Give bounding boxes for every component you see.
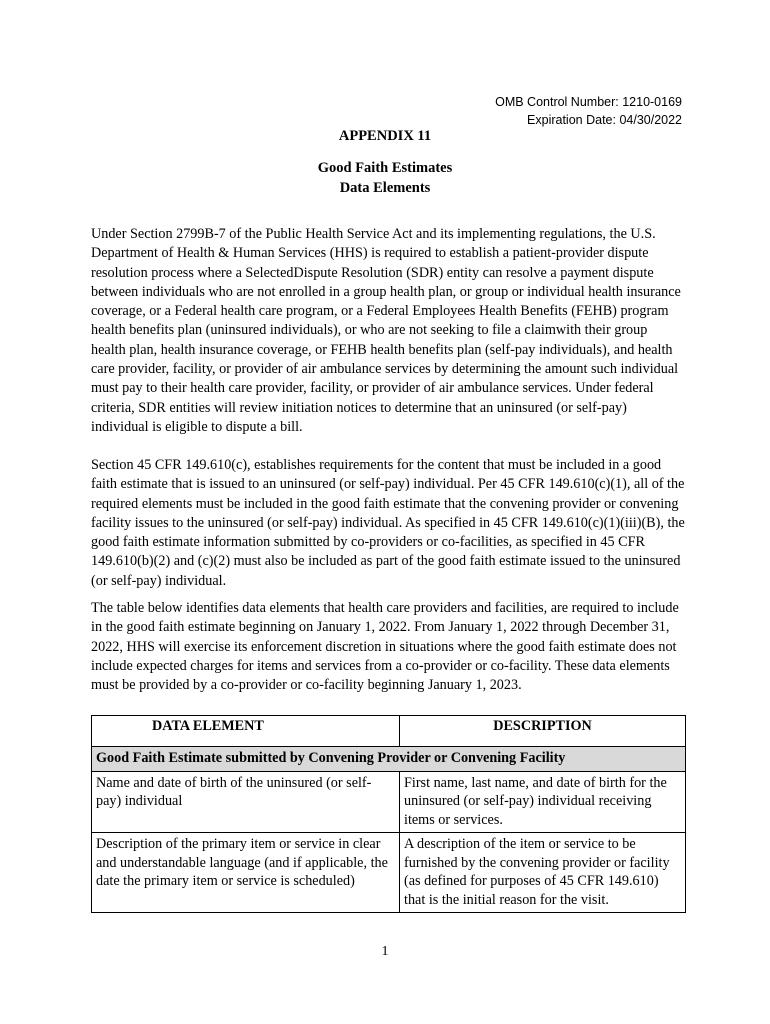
appendix-heading: APPENDIX 11: [338, 128, 432, 144]
paragraph-cfr-requirements: Section 45 CFR 149.610(c), establishes requirements for the content that must be included in a good faith estimate that is issued to an uninsured (or self-pay) individual. Per 45 CFR 149.610(c)(1), all of the required elements must be included in the good faith estimate that the convening provider or convening facility issues to the uninsured (or self-pay) individual. As specified in 45 CFR 149.610(c)(1)(iii)(B), the good faith estimate information submitted by co-providers or co-facilities, as specified in 45 CFR 149.610(b)(2) and (c)(2) must also be included as part of the good faith estimate issued to the uninsured (or self-pay) individual.: [91, 457, 685, 589]
header-description: DESCRIPTION: [400, 716, 686, 747]
table-row: [92, 833, 686, 913]
page-number: 1: [381, 944, 389, 959]
document-title: [0, 158, 770, 198]
omb-info: [495, 93, 682, 129]
title-line-2: Data Elements: [339, 180, 431, 196]
omb-control-number: OMB Control Number: 1210-0169: [495, 95, 682, 109]
header-data-element: DATA ELEMENT: [92, 716, 400, 747]
expiration-date: Expiration Date: 04/30/2022: [527, 113, 682, 127]
table-header-row: [92, 716, 686, 747]
paragraph-intro: Under Section 2799B-7 of the Public Health Service Act and its implementing regulations, the U.S. Department of Health & Human Services (HHS) is required to establish a patient-provider dispute resolution process where a SelectedDispute Resolution (SDR) entity can resolve a payment dispute between individuals who are not enrolled in a group health plan, or group or individual health insurance coverage, or a Federal health care program, or a Federal Employees Health Benefits (FEHB) program health benefits plan (uninsured individuals), or who are not seeking to file a claimwith their group health plan, health insurance coverage, or FEHB health benefits plan (self-pay individuals), and health care provider, facility, or provider of air ambulance services by determining the amount such individual must pay to their health care provider, facility, or provider of air ambulance services. Under federal criteria, SDR entities will review initiation notices to determine that an uninsured (or self-pay) individual is eligible to dispute a bill.: [91, 226, 681, 435]
cell-element: Name and date of birth of the uninsured (or self-pay) individual: [92, 771, 400, 833]
table-row: [92, 771, 686, 833]
title-line-1: Good Faith Estimates: [317, 160, 453, 176]
cell-description: First name, last name, and date of birth for the uninsured (or self-pay) individual receiving items or services.: [400, 771, 686, 833]
cell-element: Description of the primary item or service in clear and understandable language (and if applicable, the date the primary item or service is scheduled): [92, 833, 400, 913]
data-elements-table: [91, 715, 686, 913]
paragraph-table-intro: The table below identifies data elements that health care providers and facilities, are required to include in the good faith estimate beginning on January 1, 2022. From January 1, 2022 through December 31, 2022, HHS will exercise its enforcement discretion in situations where the good faith estimate does not include expected charges for items and services from a co-provider or co-facility. These data elements must be provided by a co-provider or co-facility beginning January 1, 2023.: [91, 600, 679, 694]
table-section-row: [92, 747, 686, 772]
cell-description: A description of the item or service to be furnished by the convening provider or facility (as defined for purposes of 45 CFR 149.610) that is the initial reason for the visit.: [400, 833, 686, 913]
section-title: Good Faith Estimate submitted by Convening Provider or Convening Facility: [92, 747, 686, 772]
